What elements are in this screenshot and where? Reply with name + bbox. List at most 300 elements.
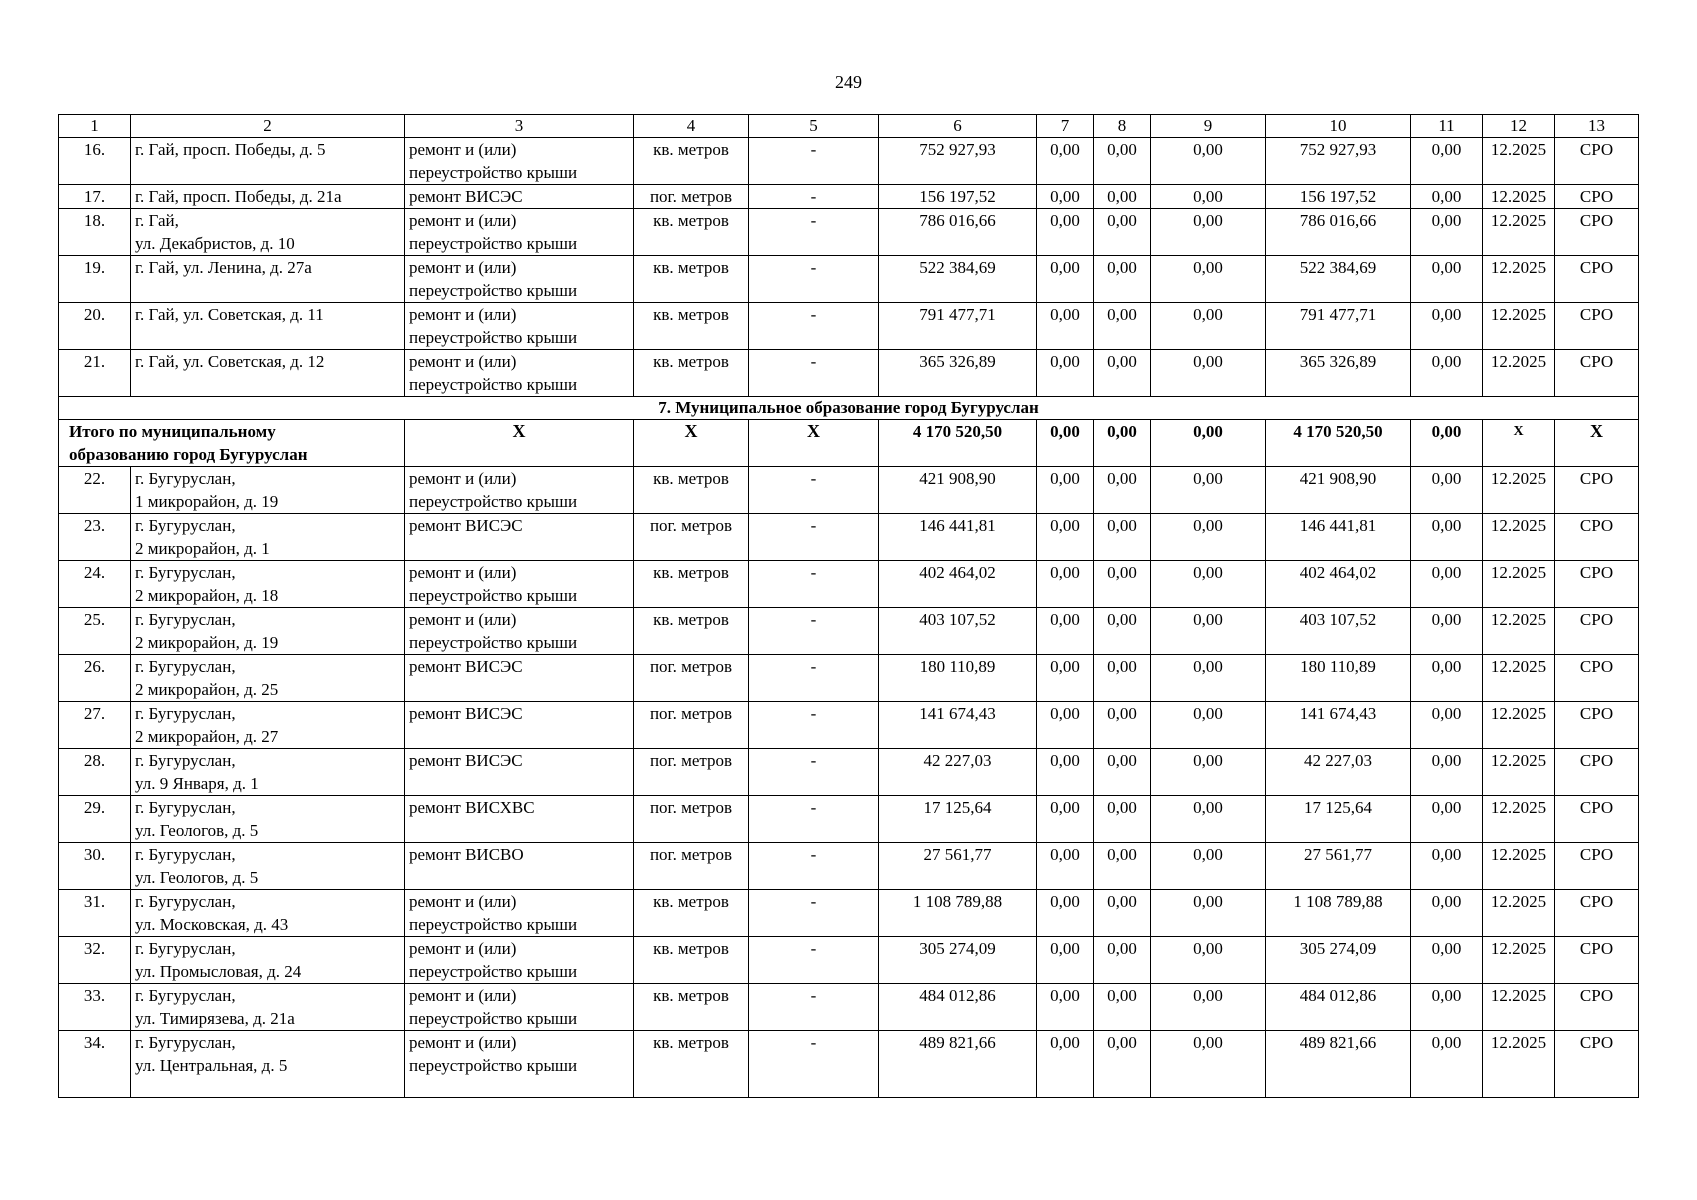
column-header: 13: [1555, 115, 1639, 138]
work-type-cell-line: ремонт ВИСЭС: [409, 187, 523, 206]
deadline-cell: 12.2025: [1483, 937, 1555, 984]
col5-cell: -: [749, 256, 879, 303]
col11-cell: 0,00: [1411, 467, 1483, 514]
col11-cell: 0,00: [1411, 1031, 1483, 1098]
col9-cell: 0,00: [1151, 185, 1266, 209]
total-cost-cell: 156 197,52: [879, 185, 1037, 209]
col7-cell: 0,00: [1037, 984, 1094, 1031]
table-row: [59, 561, 1639, 608]
col9-cell: 0,00: [1151, 796, 1266, 843]
work-type-cell-line: ремонт и (или): [409, 939, 517, 958]
address-cell-line: 2 микрорайон, д. 27: [135, 727, 279, 746]
total-col7: 0,00: [1037, 420, 1094, 467]
column-number-header-row: [59, 115, 1639, 138]
col11-cell: 0,00: [1411, 890, 1483, 937]
work-type-cell-line: ремонт и (или): [409, 563, 517, 582]
col7-cell: 0,00: [1037, 937, 1094, 984]
address-cell: [131, 514, 405, 561]
col9-cell: 0,00: [1151, 984, 1266, 1031]
address-cell: [131, 984, 405, 1031]
col8-cell: 0,00: [1094, 890, 1151, 937]
row-number: 19.: [59, 256, 131, 303]
address-cell-line: г. Гай, ул. Советская, д. 11: [135, 305, 324, 324]
address-cell-line: г. Бугуруслан,: [135, 563, 236, 582]
total-col10: 4 170 520,50: [1266, 420, 1411, 467]
col7-cell: 0,00: [1037, 138, 1094, 185]
col10-cell: 752 927,93: [1266, 138, 1411, 185]
col7-cell: 0,00: [1037, 185, 1094, 209]
work-type-cell-line: ремонт ВИСЭС: [409, 516, 523, 535]
work-type-cell-line: ремонт и (или): [409, 986, 517, 1005]
total-label: [59, 420, 405, 467]
total-col4: X: [634, 420, 749, 467]
deadline-cell: 12.2025: [1483, 702, 1555, 749]
column-header: 11: [1411, 115, 1483, 138]
table-row: [59, 843, 1639, 890]
table-row: [59, 984, 1639, 1031]
deadline-cell: 12.2025: [1483, 796, 1555, 843]
work-type-cell-line: переустройство крыши: [409, 328, 578, 347]
unit-cell: кв. метров: [634, 608, 749, 655]
col5-cell: -: [749, 209, 879, 256]
deadline-cell: 12.2025: [1483, 185, 1555, 209]
address-cell: [131, 185, 405, 209]
total-col8: 0,00: [1094, 420, 1151, 467]
total-cost-cell: 42 227,03: [879, 749, 1037, 796]
total-cost-cell: 522 384,69: [879, 256, 1037, 303]
unit-cell: кв. метров: [634, 937, 749, 984]
col5-cell: -: [749, 303, 879, 350]
section-title: 7. Муниципальное образование город Бугуруслан: [59, 397, 1639, 420]
column-header: 12: [1483, 115, 1555, 138]
deadline-cell: 12.2025: [1483, 890, 1555, 937]
row-number: 31.: [59, 890, 131, 937]
address-cell-line: г. Бугуруслан,: [135, 657, 236, 676]
address-cell: [131, 350, 405, 397]
method-cell: СРО: [1555, 1031, 1639, 1098]
address-cell-line: г. Гай, ул. Ленина, д. 27а: [135, 258, 312, 277]
work-type-cell: [405, 209, 634, 256]
col8-cell: 0,00: [1094, 796, 1151, 843]
row-number: 26.: [59, 655, 131, 702]
page-number: 249: [835, 72, 862, 92]
work-type-cell: [405, 303, 634, 350]
col11-cell: 0,00: [1411, 843, 1483, 890]
address-cell-line: 2 микрорайон, д. 19: [135, 633, 279, 652]
col7-cell: 0,00: [1037, 303, 1094, 350]
work-type-cell-line: переустройство крыши: [409, 281, 578, 300]
col11-cell: 0,00: [1411, 514, 1483, 561]
address-cell-line: 2 микрорайон, д. 1: [135, 539, 270, 558]
deadline-cell: 12.2025: [1483, 749, 1555, 796]
col10-cell: 489 821,66: [1266, 1031, 1411, 1098]
work-type-cell-line: переустройство крыши: [409, 633, 578, 652]
col10-cell: 522 384,69: [1266, 256, 1411, 303]
method-cell: СРО: [1555, 303, 1639, 350]
method-cell: СРО: [1555, 702, 1639, 749]
total-cost-cell: 403 107,52: [879, 608, 1037, 655]
col9-cell: 0,00: [1151, 467, 1266, 514]
work-type-cell-line: ремонт и (или): [409, 469, 517, 488]
unit-cell: кв. метров: [634, 561, 749, 608]
col5-cell: -: [749, 796, 879, 843]
table-row: [59, 467, 1639, 514]
col10-cell: 141 674,43: [1266, 702, 1411, 749]
col7-cell: 0,00: [1037, 702, 1094, 749]
unit-cell: кв. метров: [634, 890, 749, 937]
col10-cell: 1 108 789,88: [1266, 890, 1411, 937]
total-cost-cell: 180 110,89: [879, 655, 1037, 702]
col8-cell: 0,00: [1094, 138, 1151, 185]
work-type-cell: [405, 702, 634, 749]
row-number: 18.: [59, 209, 131, 256]
col9-cell: 0,00: [1151, 843, 1266, 890]
deadline-cell: 12.2025: [1483, 655, 1555, 702]
total-cost-cell: 1 108 789,88: [879, 890, 1037, 937]
col11-cell: 0,00: [1411, 655, 1483, 702]
address-cell-line: г. Бугуруслан,: [135, 798, 236, 817]
deadline-cell: 12.2025: [1483, 561, 1555, 608]
row-number: 32.: [59, 937, 131, 984]
address-cell-line: 2 микрорайон, д. 18: [135, 586, 279, 605]
table-row: [59, 1031, 1639, 1098]
col9-cell: 0,00: [1151, 1031, 1266, 1098]
col7-cell: 0,00: [1037, 467, 1094, 514]
col10-cell: 403 107,52: [1266, 608, 1411, 655]
total-cost-cell: 786 016,66: [879, 209, 1037, 256]
col11-cell: 0,00: [1411, 984, 1483, 1031]
address-cell: [131, 1031, 405, 1098]
address-cell-line: г. Бугуруслан,: [135, 986, 236, 1005]
col7-cell: 0,00: [1037, 209, 1094, 256]
col8-cell: 0,00: [1094, 561, 1151, 608]
deadline-cell: 12.2025: [1483, 984, 1555, 1031]
col5-cell: -: [749, 749, 879, 796]
address-cell-line: г. Бугуруслан,: [135, 469, 236, 488]
unit-cell: кв. метров: [634, 467, 749, 514]
address-cell-line: г. Гай,: [135, 211, 179, 230]
row-number: 30.: [59, 843, 131, 890]
deadline-cell: 12.2025: [1483, 514, 1555, 561]
col9-cell: 0,00: [1151, 256, 1266, 303]
total-col9: 0,00: [1151, 420, 1266, 467]
col5-cell: -: [749, 467, 879, 514]
address-cell-line: г. Гай, просп. Победы, д. 21а: [135, 187, 342, 206]
work-type-cell: [405, 796, 634, 843]
deadline-cell: 12.2025: [1483, 138, 1555, 185]
total-cost-cell: 402 464,02: [879, 561, 1037, 608]
col7-cell: 0,00: [1037, 608, 1094, 655]
work-type-cell-line: ремонт и (или): [409, 305, 517, 324]
method-cell: СРО: [1555, 514, 1639, 561]
method-cell: СРО: [1555, 138, 1639, 185]
total-label-line: образованию город Бугуруслан: [69, 445, 308, 464]
col8-cell: 0,00: [1094, 655, 1151, 702]
row-number: 28.: [59, 749, 131, 796]
table-row: [59, 749, 1639, 796]
address-cell-line: г. Бугуруслан,: [135, 892, 236, 911]
total-cost-cell: 305 274,09: [879, 937, 1037, 984]
col7-cell: 0,00: [1037, 1031, 1094, 1098]
column-header: 1: [59, 115, 131, 138]
table-row: [59, 209, 1639, 256]
column-header: 6: [879, 115, 1037, 138]
col9-cell: 0,00: [1151, 303, 1266, 350]
col7-cell: 0,00: [1037, 796, 1094, 843]
work-type-cell: [405, 843, 634, 890]
work-type-cell-line: ремонт ВИСЭС: [409, 657, 523, 676]
work-type-cell-line: ремонт и (или): [409, 610, 517, 629]
col5-cell: -: [749, 561, 879, 608]
address-cell-line: г. Бугуруслан,: [135, 939, 236, 958]
col11-cell: 0,00: [1411, 256, 1483, 303]
col11-cell: 0,00: [1411, 303, 1483, 350]
col10-cell: 484 012,86: [1266, 984, 1411, 1031]
col10-cell: 305 274,09: [1266, 937, 1411, 984]
total-cost-cell: 146 441,81: [879, 514, 1037, 561]
total-cost-cell: 365 326,89: [879, 350, 1037, 397]
col11-cell: 0,00: [1411, 608, 1483, 655]
col7-cell: 0,00: [1037, 655, 1094, 702]
col9-cell: 0,00: [1151, 514, 1266, 561]
col8-cell: 0,00: [1094, 749, 1151, 796]
work-type-cell-line: ремонт ВИСВО: [409, 845, 524, 864]
col9-cell: 0,00: [1151, 937, 1266, 984]
column-header: 3: [405, 115, 634, 138]
work-type-cell-line: переустройство крыши: [409, 1009, 578, 1028]
section-title-row: [59, 397, 1639, 420]
col11-cell: 0,00: [1411, 350, 1483, 397]
unit-cell: кв. метров: [634, 256, 749, 303]
row-number: 20.: [59, 303, 131, 350]
col10-cell: 180 110,89: [1266, 655, 1411, 702]
work-type-cell: [405, 185, 634, 209]
col10-cell: 17 125,64: [1266, 796, 1411, 843]
row-number: 21.: [59, 350, 131, 397]
col9-cell: 0,00: [1151, 350, 1266, 397]
work-type-cell: [405, 561, 634, 608]
work-type-cell-line: переустройство крыши: [409, 163, 578, 182]
work-type-cell: [405, 655, 634, 702]
table-row: [59, 655, 1639, 702]
method-cell: СРО: [1555, 937, 1639, 984]
table-row: [59, 608, 1639, 655]
table-row: [59, 185, 1639, 209]
col9-cell: 0,00: [1151, 655, 1266, 702]
address-cell: [131, 937, 405, 984]
total-col13: X: [1555, 420, 1639, 467]
col9-cell: 0,00: [1151, 561, 1266, 608]
address-cell-line: г. Гай, ул. Советская, д. 12: [135, 352, 325, 371]
work-type-cell-line: переустройство крыши: [409, 586, 578, 605]
address-cell: [131, 138, 405, 185]
row-number: 17.: [59, 185, 131, 209]
col11-cell: 0,00: [1411, 937, 1483, 984]
municipality-total-row: [59, 420, 1639, 467]
col7-cell: 0,00: [1037, 561, 1094, 608]
work-type-cell: [405, 1031, 634, 1098]
deadline-cell: 12.2025: [1483, 256, 1555, 303]
unit-cell: кв. метров: [634, 138, 749, 185]
unit-cell: пог. метров: [634, 514, 749, 561]
table-row: [59, 702, 1639, 749]
table-row: [59, 937, 1639, 984]
unit-cell: пог. метров: [634, 749, 749, 796]
col11-cell: 0,00: [1411, 185, 1483, 209]
col8-cell: 0,00: [1094, 984, 1151, 1031]
address-cell-line: ул. Центральная, д. 5: [135, 1056, 288, 1075]
unit-cell: пог. метров: [634, 655, 749, 702]
work-type-cell-line: переустройство крыши: [409, 375, 578, 394]
deadline-cell: 12.2025: [1483, 209, 1555, 256]
col5-cell: -: [749, 608, 879, 655]
table-row: [59, 350, 1639, 397]
unit-cell: кв. метров: [634, 984, 749, 1031]
work-type-cell-line: ремонт ВИСЭС: [409, 704, 523, 723]
col7-cell: 0,00: [1037, 890, 1094, 937]
method-cell: СРО: [1555, 890, 1639, 937]
col8-cell: 0,00: [1094, 937, 1151, 984]
col9-cell: 0,00: [1151, 749, 1266, 796]
work-type-cell: [405, 138, 634, 185]
col7-cell: 0,00: [1037, 256, 1094, 303]
unit-cell: пог. метров: [634, 843, 749, 890]
total-cost-cell: 17 125,64: [879, 796, 1037, 843]
address-cell-line: ул. Московская, д. 43: [135, 915, 289, 934]
address-cell-line: г. Бугуруслан,: [135, 845, 236, 864]
work-type-cell-line: переустройство крыши: [409, 1056, 578, 1075]
address-cell-line: 1 микрорайон, д. 19: [135, 492, 279, 511]
deadline-cell: 12.2025: [1483, 1031, 1555, 1098]
address-cell: [131, 702, 405, 749]
col11-cell: 0,00: [1411, 209, 1483, 256]
col5-cell: -: [749, 984, 879, 1031]
work-type-cell-line: ремонт и (или): [409, 1033, 517, 1052]
work-type-cell-line: ремонт и (или): [409, 352, 517, 371]
method-cell: СРО: [1555, 185, 1639, 209]
col7-cell: 0,00: [1037, 350, 1094, 397]
col5-cell: -: [749, 185, 879, 209]
col5-cell: -: [749, 937, 879, 984]
col8-cell: 0,00: [1094, 514, 1151, 561]
col8-cell: 0,00: [1094, 608, 1151, 655]
col10-cell: 42 227,03: [1266, 749, 1411, 796]
work-type-cell: [405, 350, 634, 397]
col10-cell: 421 908,90: [1266, 467, 1411, 514]
work-type-cell: [405, 749, 634, 796]
total-cost-cell: 27 561,77: [879, 843, 1037, 890]
work-type-cell: [405, 608, 634, 655]
total-cost-cell: 752 927,93: [879, 138, 1037, 185]
work-type-cell-line: ремонт ВИСЭС: [409, 751, 523, 770]
column-header: 10: [1266, 115, 1411, 138]
unit-cell: кв. метров: [634, 350, 749, 397]
repair-program-table: [58, 114, 1639, 1098]
col11-cell: 0,00: [1411, 749, 1483, 796]
row-number: 24.: [59, 561, 131, 608]
col10-cell: 786 016,66: [1266, 209, 1411, 256]
col11-cell: 0,00: [1411, 796, 1483, 843]
unit-cell: пог. метров: [634, 702, 749, 749]
work-type-cell: [405, 890, 634, 937]
work-type-cell: [405, 514, 634, 561]
work-type-cell-line: ремонт и (или): [409, 892, 517, 911]
row-number: 27.: [59, 702, 131, 749]
col8-cell: 0,00: [1094, 843, 1151, 890]
method-cell: СРО: [1555, 796, 1639, 843]
address-cell: [131, 796, 405, 843]
col7-cell: 0,00: [1037, 749, 1094, 796]
row-number: 25.: [59, 608, 131, 655]
address-cell-line: г. Бугуруслан,: [135, 704, 236, 723]
address-cell: [131, 467, 405, 514]
address-cell-line: ул. Декабристов, д. 10: [135, 234, 295, 253]
col7-cell: 0,00: [1037, 514, 1094, 561]
row-number: 23.: [59, 514, 131, 561]
column-header: 5: [749, 115, 879, 138]
work-type-cell-line: ремонт и (или): [409, 258, 517, 277]
col10-cell: 402 464,02: [1266, 561, 1411, 608]
deadline-cell: 12.2025: [1483, 843, 1555, 890]
method-cell: СРО: [1555, 561, 1639, 608]
row-number: 22.: [59, 467, 131, 514]
address-cell-line: ул. 9 Января, д. 1: [135, 774, 259, 793]
col11-cell: 0,00: [1411, 561, 1483, 608]
table-row: [59, 303, 1639, 350]
col5-cell: -: [749, 138, 879, 185]
method-cell: СРО: [1555, 749, 1639, 796]
col5-cell: -: [749, 890, 879, 937]
col8-cell: 0,00: [1094, 303, 1151, 350]
work-type-cell-line: переустройство крыши: [409, 234, 578, 253]
col11-cell: 0,00: [1411, 702, 1483, 749]
method-cell: СРО: [1555, 256, 1639, 303]
work-type-cell-line: переустройство крыши: [409, 915, 578, 934]
col8-cell: 0,00: [1094, 256, 1151, 303]
unit-cell: пог. метров: [634, 796, 749, 843]
total-cost-cell: 484 012,86: [879, 984, 1037, 1031]
column-header: 4: [634, 115, 749, 138]
col9-cell: 0,00: [1151, 209, 1266, 256]
col10-cell: 156 197,52: [1266, 185, 1411, 209]
unit-cell: кв. метров: [634, 209, 749, 256]
work-type-cell-line: переустройство крыши: [409, 962, 578, 981]
address-cell: [131, 655, 405, 702]
address-cell: [131, 303, 405, 350]
col10-cell: 791 477,71: [1266, 303, 1411, 350]
table-row: [59, 796, 1639, 843]
col5-cell: -: [749, 1031, 879, 1098]
unit-cell: пог. метров: [634, 185, 749, 209]
address-cell: [131, 561, 405, 608]
deadline-cell: 12.2025: [1483, 608, 1555, 655]
work-type-cell: [405, 256, 634, 303]
row-number: 34.: [59, 1031, 131, 1098]
table-row: [59, 890, 1639, 937]
work-type-cell-line: переустройство крыши: [409, 492, 578, 511]
address-cell-line: 2 микрорайон, д. 25: [135, 680, 279, 699]
work-type-cell-line: ремонт и (или): [409, 211, 517, 230]
table-row: [59, 514, 1639, 561]
work-type-cell: [405, 467, 634, 514]
row-number: 29.: [59, 796, 131, 843]
column-header: 8: [1094, 115, 1151, 138]
column-header: 2: [131, 115, 405, 138]
table-row: [59, 138, 1639, 185]
col9-cell: 0,00: [1151, 138, 1266, 185]
method-cell: СРО: [1555, 608, 1639, 655]
method-cell: СРО: [1555, 209, 1639, 256]
